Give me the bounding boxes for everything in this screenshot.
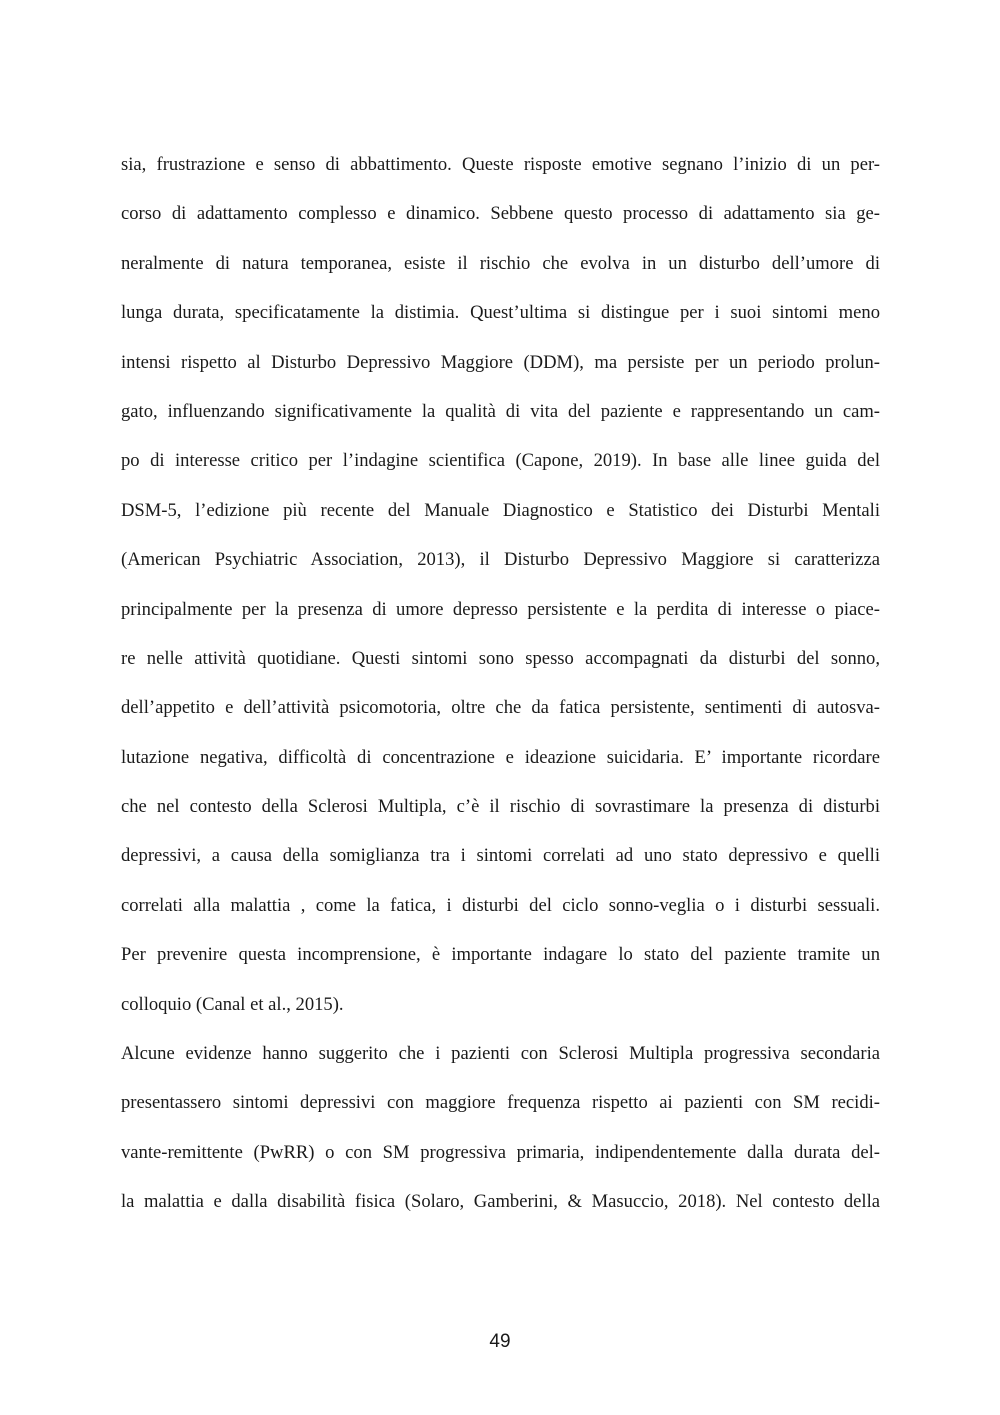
text-line: gato, influenzando significativamente la qualità di vita del paziente e rappresentando un cam- bbox=[121, 400, 880, 422]
page-number: 49 bbox=[489, 1331, 511, 1352]
text-line: presentassero sintomi depressivi con maggiore frequenza rispetto ai pazienti con SM recidi- bbox=[121, 1092, 880, 1114]
text-line: principalmente per la presenza di umore depresso persistente e la perdita di interesse o piace- bbox=[121, 598, 880, 620]
text-line: neralmente di natura temporanea, esiste il rischio che evolva in un disturbo dell’umore di bbox=[121, 252, 880, 274]
text-line: depressivi, a causa della somiglianza tra i sintomi correlati ad uno stato depressivo e quelli bbox=[121, 845, 880, 867]
text-line: colloquio (Canal et al., 2015). bbox=[121, 993, 344, 1015]
text-line: (American Psychiatric Association, 2013), il Disturbo Depressivo Maggiore si caratterizza bbox=[121, 549, 880, 571]
text-line: lutazione negativa, difficoltà di concentrazione e ideazione suicidaria. E’ importante ricordare bbox=[121, 746, 880, 768]
text-line: sia, frustrazione e senso di abbattimento. Queste risposte emotive segnano l’inizio di un per- bbox=[121, 154, 880, 175]
paragraph bbox=[121, 1036, 880, 1234]
text-line: vante-remittente (PwRR) o con SM progressiva primaria, indipendentemente dalla durata del- bbox=[121, 1141, 880, 1163]
text-line: la malattia e dalla disabilità fisica (Solaro, Gamberini, & Masuccio, 2018). Nel contesto della bbox=[121, 1191, 880, 1213]
text-line: re nelle attività quotidiane. Questi sintomi sono spesso accompagnati da disturbi del sonno, bbox=[121, 647, 880, 669]
text-line: Per prevenire questa incomprensione, è importante indagare lo stato del paziente tramite un bbox=[121, 944, 880, 966]
text-line: corso di adattamento complesso e dinamico. Sebbene questo processo di adattamento sia ge- bbox=[121, 203, 880, 225]
text-line: DSM-5, l’edizione più recente del Manuale Diagnostico e Statistico dei Disturbi Mentali bbox=[121, 499, 880, 521]
paragraph bbox=[121, 147, 880, 1036]
text-line: che nel contesto della Sclerosi Multipla, c’è il rischio di sovrastimare la presenza di disturbi bbox=[121, 796, 880, 818]
text-line: correlati alla malattia , come la fatica, i disturbi del ciclo sonno-veglia o i disturbi sessuali. bbox=[121, 894, 880, 916]
text-line: intensi rispetto al Disturbo Depressivo Maggiore (DDM), ma persiste per un periodo prolun- bbox=[121, 351, 880, 373]
text-line: lunga durata, specificatamente la distimia. Quest’ultima si distingue per i suoi sintomi meno bbox=[121, 302, 880, 324]
text-line: dell’appetito e dell’attività psicomotoria, oltre che da fatica persistente, sentimenti di autosva- bbox=[121, 697, 880, 719]
text-line: Alcune evidenze hanno suggerito che i pazienti con Sclerosi Multipla progressiva secondaria bbox=[121, 1043, 880, 1065]
text-line: po di interesse critico per l’indagine scientifica (Capone, 2019). In base alle linee guida del bbox=[121, 450, 880, 472]
body-text bbox=[121, 147, 880, 1234]
